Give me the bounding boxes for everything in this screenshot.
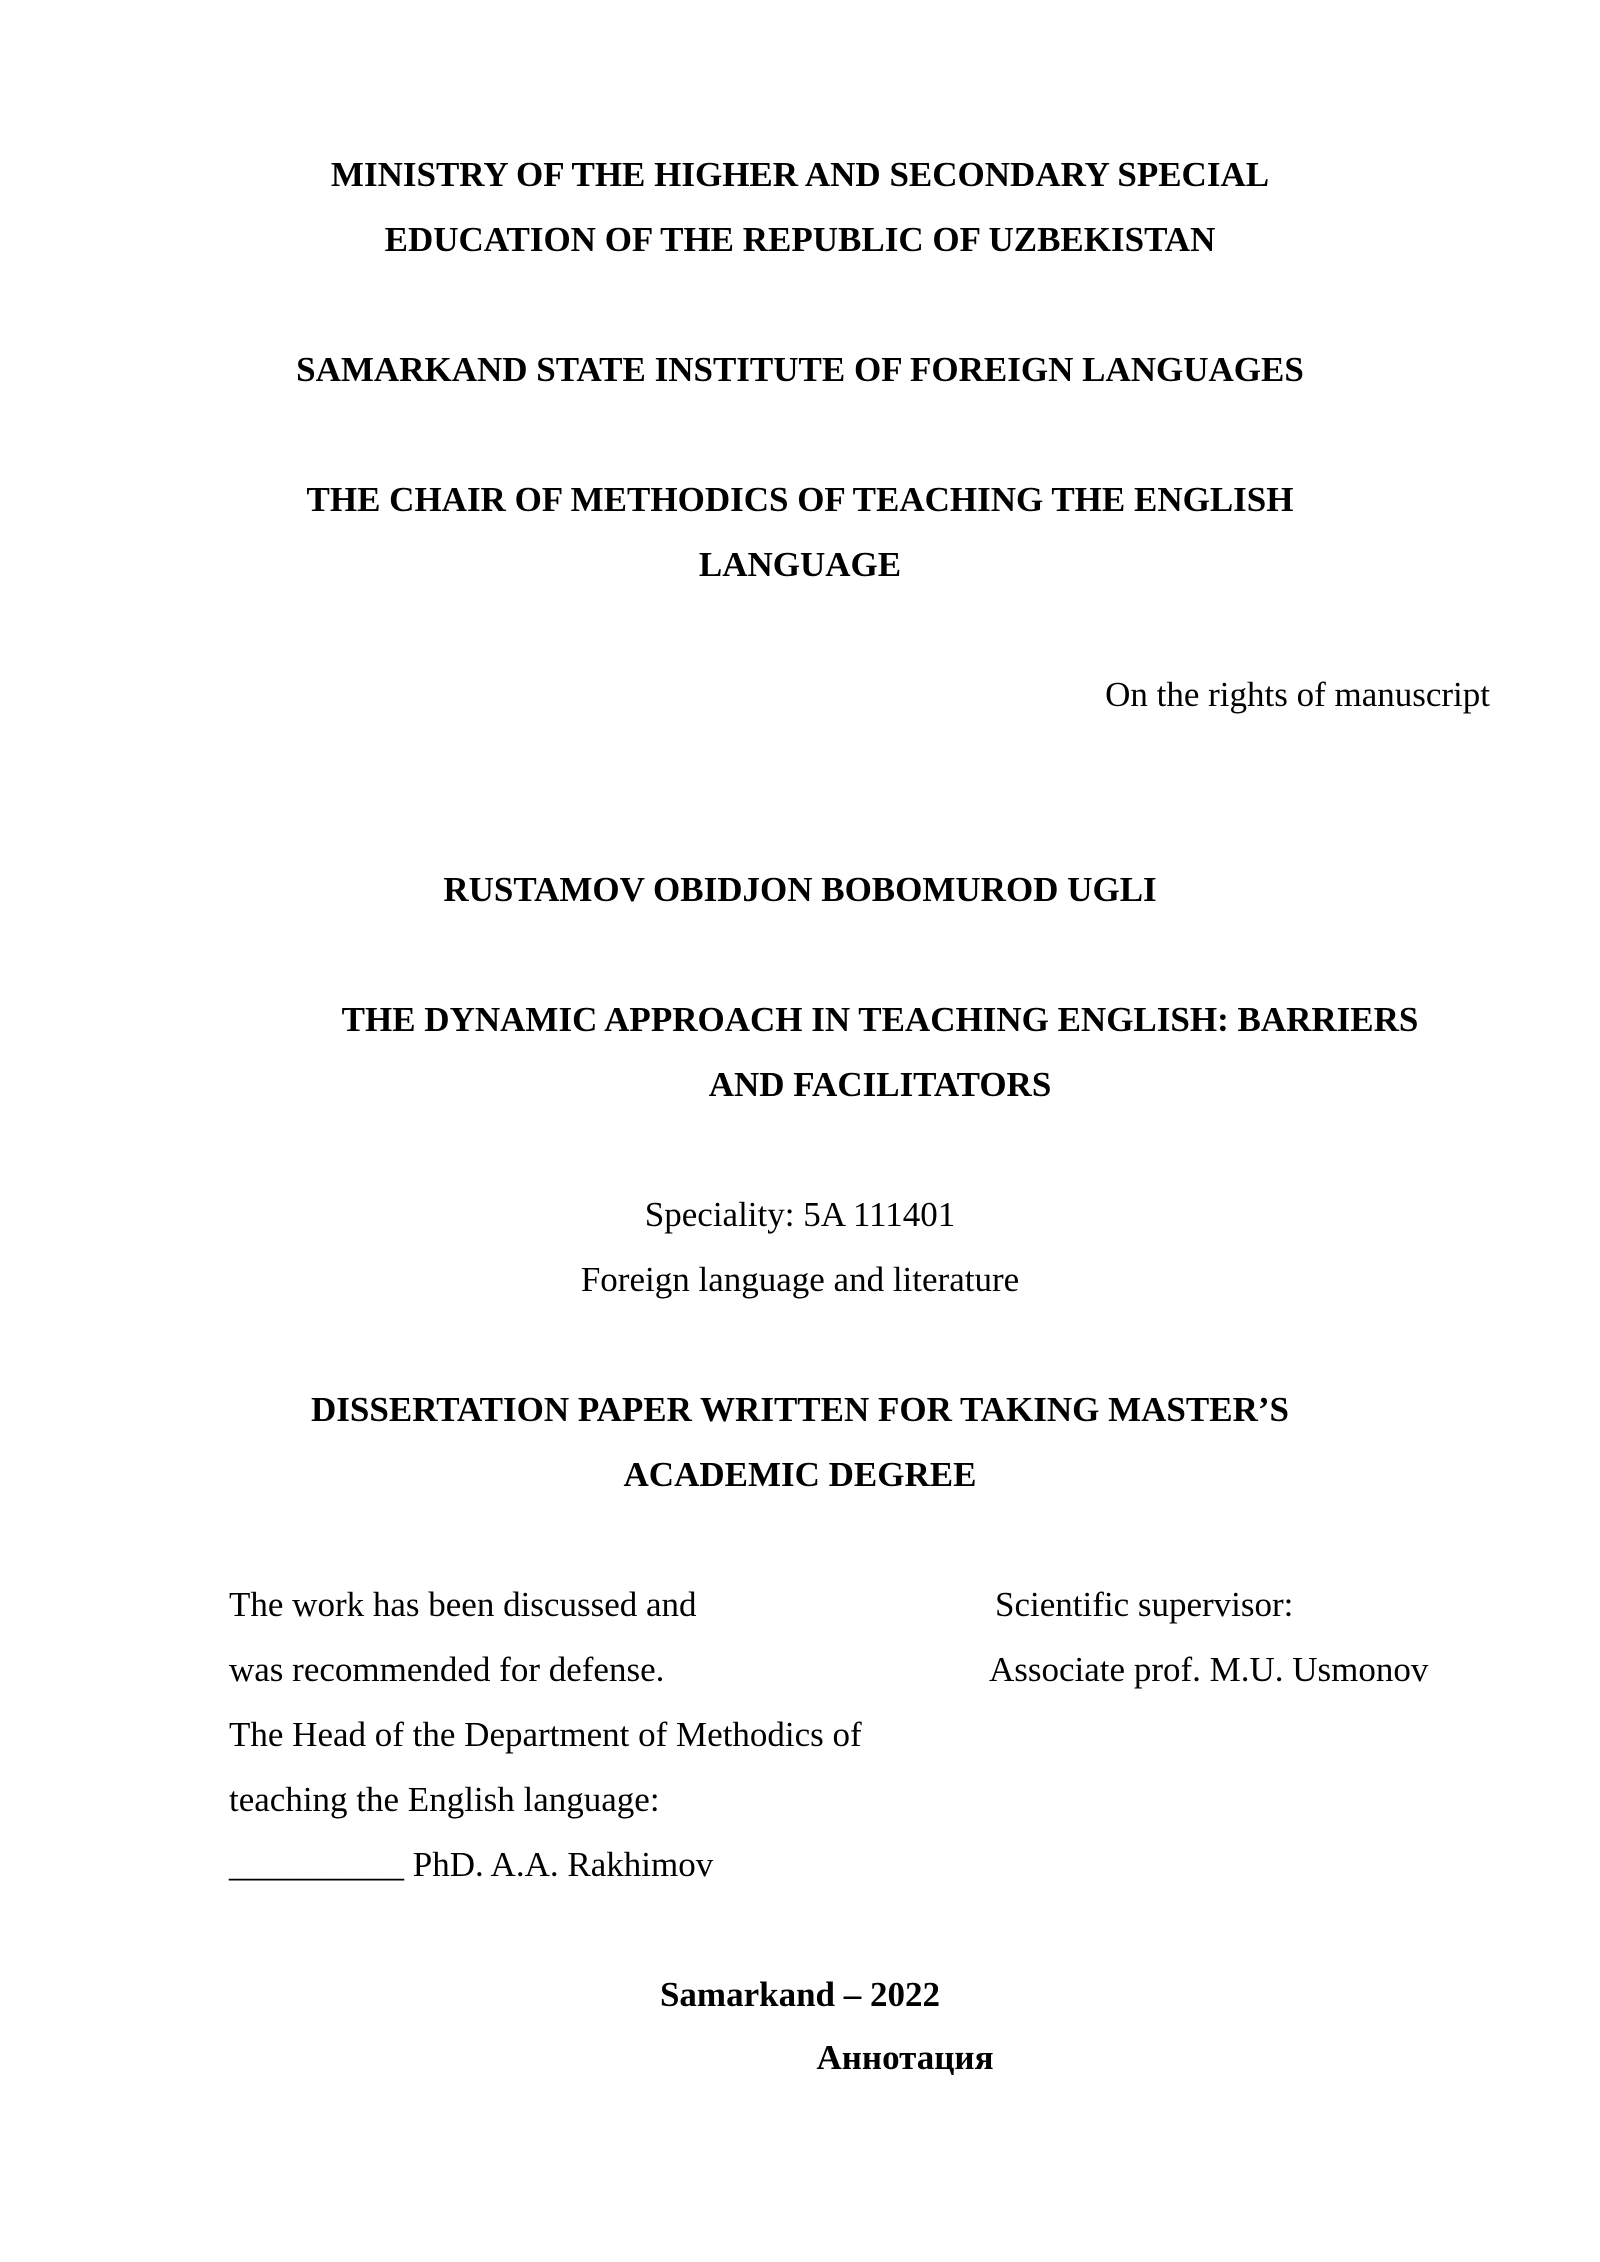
title-line-1: THE DYNAMIC APPROACH IN TEACHING ENGLISH: BARRIERS [341, 1000, 1419, 1039]
supervisor-label: Scientific supervisor: [995, 1585, 1294, 1624]
degree-line-1: DISSERTATION PAPER WRITTEN FOR TAKING MASTER’S [311, 1390, 1289, 1429]
annotation-heading: Аннотация [816, 2038, 994, 2077]
ministry-line-2: EDUCATION OF THE REPUBLIC OF UZBEKISTAN [384, 220, 1216, 259]
chair-line-1: THE CHAIR OF METHODICS OF TEACHING THE ENGLISH [306, 480, 1294, 519]
approval-line-2: was recommended for defense. [229, 1650, 665, 1689]
approval-line-3: The Head of the Department of Methodics of [229, 1715, 862, 1754]
approval-line-1: The work has been discussed and [229, 1585, 697, 1624]
place-year: Samarkand – 2022 [659, 1975, 941, 2014]
ministry-line-1: MINISTRY OF THE HIGHER AND SECONDARY SPECIAL [330, 155, 1270, 194]
manuscript-note: On the rights of manuscript [1105, 675, 1490, 714]
speciality-code: Speciality: 5A 111401 [644, 1195, 956, 1234]
institute-name: SAMARKAND STATE INSTITUTE OF FOREIGN LANGUAGES [296, 350, 1304, 389]
degree-line-2: ACADEMIC DEGREE [623, 1455, 977, 1494]
approval-signature-line: __________ PhD. A.A. Rakhimov [229, 1845, 714, 1884]
supervisor-name: Associate prof. M.U. Usmonov [989, 1650, 1429, 1689]
speciality-name: Foreign language and literature [580, 1260, 1020, 1299]
chair-line-2: LANGUAGE [698, 545, 902, 584]
title-line-2: AND FACILITATORS [708, 1065, 1052, 1104]
author-name: RUSTAMOV OBIDJON BOBOMUROD UGLI [443, 870, 1157, 909]
approval-line-4: teaching the English language: [229, 1780, 660, 1819]
